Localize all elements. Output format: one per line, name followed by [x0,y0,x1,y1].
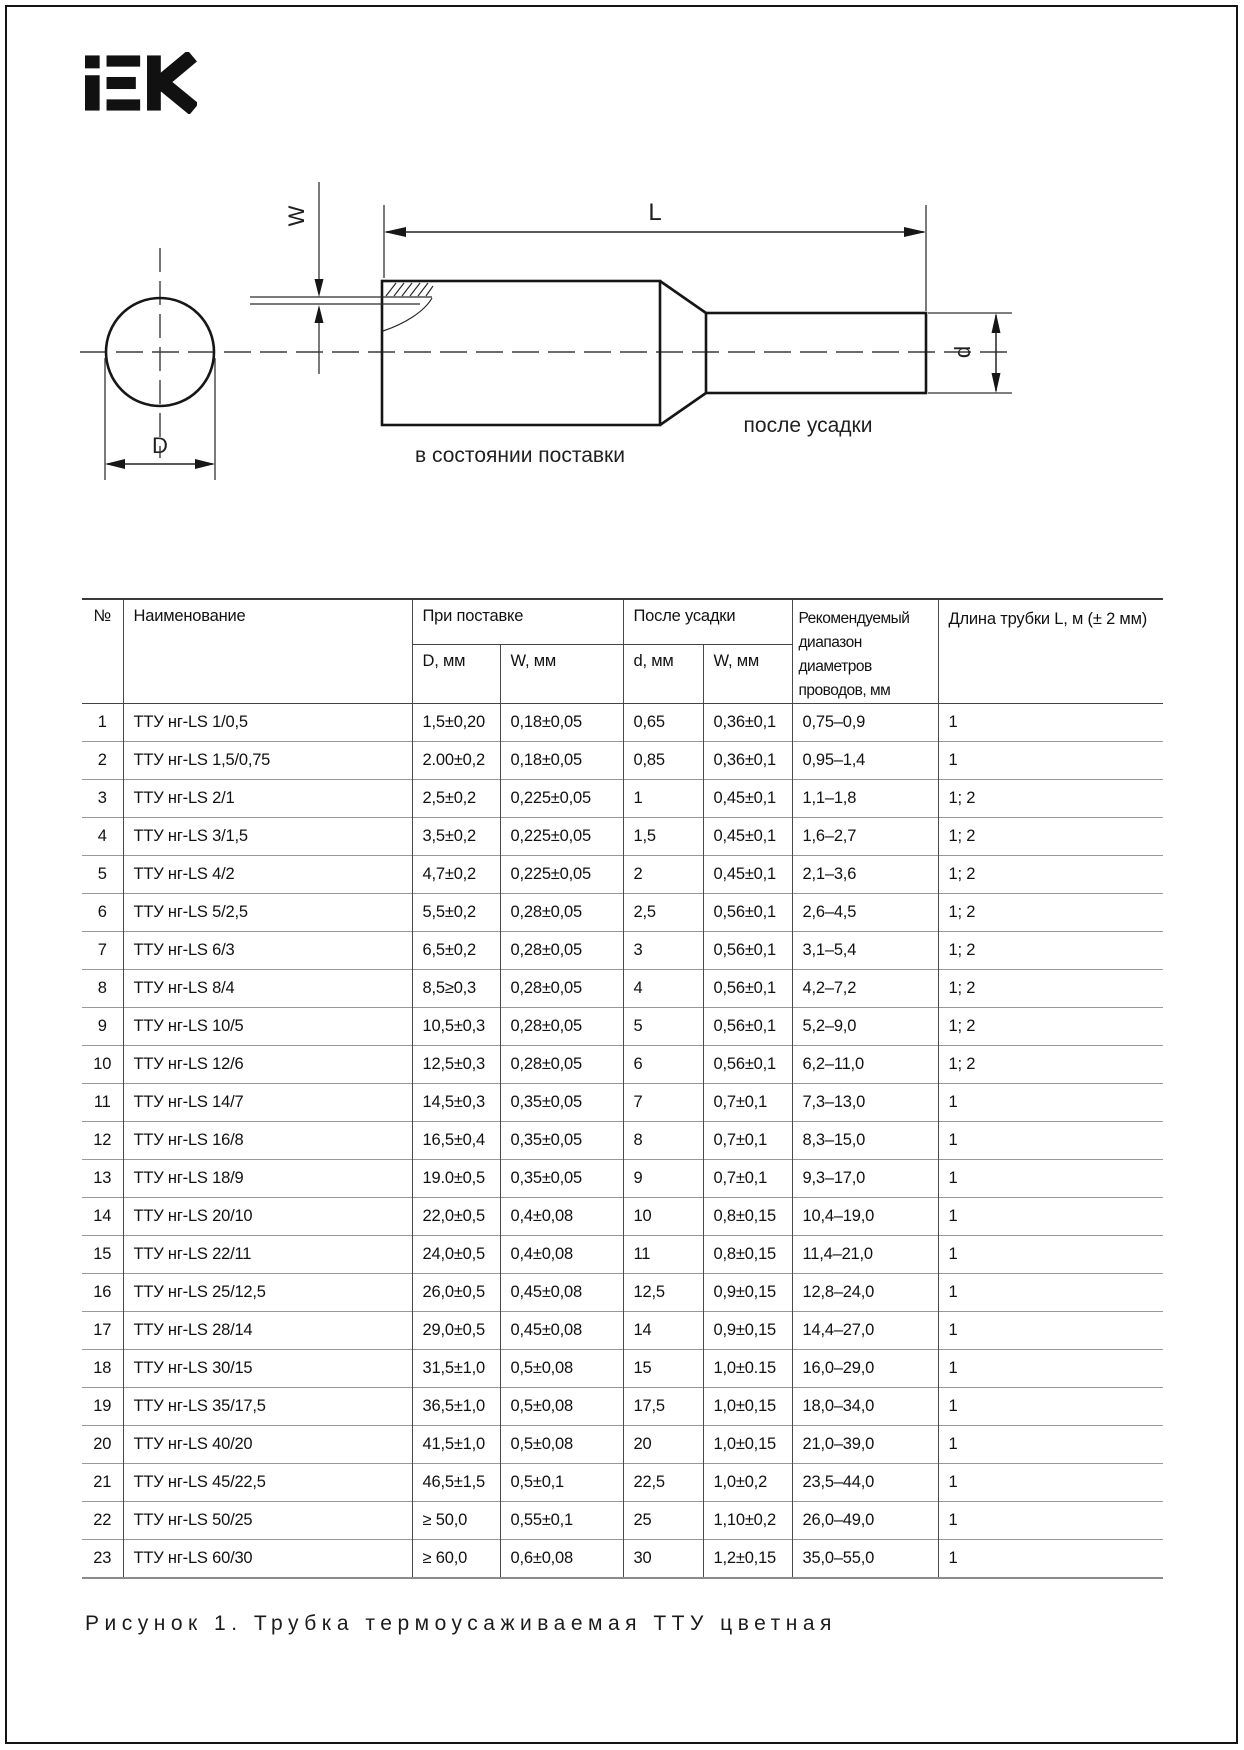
cell-num: 10 [82,1046,123,1084]
cell-W-shrink: 0,8±0,15 [703,1198,792,1236]
cell-W-shrink: 1,2±0,15 [703,1540,792,1579]
cell-D-delivery: 19.0±0,5 [412,1160,500,1198]
col-header-range: Рекомендуемый диапазон диаметров проводов, мм [792,599,938,704]
cell-num: 23 [82,1540,123,1579]
cell-wire-range: 3,1–5,4 [792,932,938,970]
col-header-length: Длина трубки L, м (± 2 мм) [938,599,1163,704]
cell-d-shrink: 4 [623,970,703,1008]
cell-num: 16 [82,1274,123,1312]
figure-caption: Рисунок 1. Трубка термоусаживаемая ТТУ цветная [85,1612,837,1635]
cell-d-shrink: 15 [623,1350,703,1388]
cell-wire-range: 0,95–1,4 [792,742,938,780]
cell-num: 5 [82,856,123,894]
label-D: D [152,433,168,458]
cell-d-shrink: 2 [623,856,703,894]
cell-name: ТТУ нг-LS 1/0,5 [123,704,412,742]
cell-tube-length: 1 [938,1426,1163,1464]
table-row [82,1350,1163,1388]
arrowhead [195,459,215,469]
arrowhead [384,227,406,237]
table-row [82,932,1163,970]
cell-wire-range: 10,4–19,0 [792,1198,938,1236]
table-row [82,1084,1163,1122]
arrowhead [992,313,1001,333]
cell-d-shrink: 12,5 [623,1274,703,1312]
cell-d-shrink: 11 [623,1236,703,1274]
cell-d-shrink: 25 [623,1502,703,1540]
cell-W-shrink: 0,45±0,1 [703,856,792,894]
col-header-d-mm: d, мм [623,644,703,703]
cell-tube-length: 1 [938,742,1163,780]
cell-D-delivery: 14,5±0,3 [412,1084,500,1122]
cell-W-delivery: 0,28±0,05 [500,1046,623,1084]
cell-tube-length: 1; 2 [938,856,1163,894]
cell-d-shrink: 20 [623,1426,703,1464]
cell-name: ТТУ нг-LS 20/10 [123,1198,412,1236]
cell-W-shrink: 1,0±0,2 [703,1464,792,1502]
cell-wire-range: 2,6–4,5 [792,894,938,932]
cell-tube-length: 1 [938,1084,1163,1122]
cell-W-shrink: 0,8±0,15 [703,1236,792,1274]
taper-top [660,281,706,313]
cell-tube-length: 1 [938,1236,1163,1274]
cell-num: 15 [82,1236,123,1274]
spec-table [82,598,1163,1579]
cell-D-delivery: 5,5±0,2 [412,894,500,932]
cell-W-shrink: 0,7±0,1 [703,1122,792,1160]
cell-W-delivery: 0,4±0,08 [500,1198,623,1236]
cell-D-delivery: 26,0±0,5 [412,1274,500,1312]
cell-W-delivery: 0,5±0,08 [500,1350,623,1388]
cell-W-shrink: 1,0±0.15 [703,1350,792,1388]
col-header-at-delivery: При поставке [412,599,623,644]
cell-tube-length: 1 [938,1198,1163,1236]
table-row [82,1388,1163,1426]
cell-D-delivery: 4,7±0,2 [412,856,500,894]
cell-wire-range: 1,6–2,7 [792,818,938,856]
cell-D-delivery: 36,5±1,0 [412,1388,500,1426]
cell-tube-length: 1 [938,1540,1163,1579]
cell-D-delivery: ≥ 50,0 [412,1502,500,1540]
cell-num: 4 [82,818,123,856]
col-header-after-shrink: После усадки [623,599,792,644]
cell-wire-range: 16,0–29,0 [792,1350,938,1388]
tube-shrunk-outline [706,313,926,393]
cell-wire-range: 1,1–1,8 [792,780,938,818]
cell-tube-length: 1 [938,1388,1163,1426]
label-d: d [950,345,975,359]
cell-D-delivery: 29,0±0,5 [412,1312,500,1350]
header-row-1 [82,599,1163,644]
cell-name: ТТУ нг-LS 28/14 [123,1312,412,1350]
table-row [82,742,1163,780]
cell-name: ТТУ нг-LS 30/15 [123,1350,412,1388]
cell-W-shrink: 0,56±0,1 [703,894,792,932]
cell-W-delivery: 0,18±0,05 [500,704,623,742]
cell-D-delivery: 2.00±0,2 [412,742,500,780]
cell-W-shrink: 0,45±0,1 [703,818,792,856]
cell-W-delivery: 0,225±0,05 [500,818,623,856]
label-after-shrink: после усадки [743,414,873,437]
cell-D-delivery: 24,0±0,5 [412,1236,500,1274]
cell-d-shrink: 2,5 [623,894,703,932]
cell-d-shrink: 1 [623,780,703,818]
cell-W-delivery: 0,5±0,1 [500,1464,623,1502]
cell-wire-range: 11,4–21,0 [792,1236,938,1274]
cell-W-delivery: 0,28±0,05 [500,970,623,1008]
cell-tube-length: 1; 2 [938,1008,1163,1046]
cell-d-shrink: 0,85 [623,742,703,780]
taper-bottom [660,393,706,425]
cell-W-delivery: 0,28±0,05 [500,932,623,970]
cell-d-shrink: 1,5 [623,818,703,856]
table-row [82,1540,1163,1579]
cell-W-shrink: 0,56±0,1 [703,1046,792,1084]
cell-d-shrink: 14 [623,1312,703,1350]
cell-W-delivery: 0,18±0,05 [500,742,623,780]
cell-wire-range: 12,8–24,0 [792,1274,938,1312]
cell-tube-length: 1; 2 [938,970,1163,1008]
table-row [82,1426,1163,1464]
arrowhead [315,305,324,323]
cell-tube-length: 1 [938,1312,1163,1350]
cell-W-delivery: 0,35±0,05 [500,1160,623,1198]
table-row [82,1046,1163,1084]
cell-num: 19 [82,1388,123,1426]
table-row [82,1502,1163,1540]
cell-D-delivery: 6,5±0,2 [412,932,500,970]
cell-wire-range: 23,5–44,0 [792,1464,938,1502]
col-header-W-mm-shrink: W, мм [703,644,792,703]
cell-name: ТТУ нг-LS 40/20 [123,1426,412,1464]
cell-num: 8 [82,970,123,1008]
cell-tube-length: 1; 2 [938,818,1163,856]
cell-d-shrink: 3 [623,932,703,970]
table-row [82,1198,1163,1236]
cell-d-shrink: 17,5 [623,1388,703,1426]
col-header-num: № [82,599,123,704]
cell-num: 2 [82,742,123,780]
cell-wire-range: 18,0–34,0 [792,1388,938,1426]
cell-tube-length: 1; 2 [938,1046,1163,1084]
technical-drawing [0,0,1244,560]
table-row [82,970,1163,1008]
arrowhead [105,459,125,469]
cell-W-shrink: 0,56±0,1 [703,932,792,970]
cell-W-delivery: 0,28±0,05 [500,1008,623,1046]
cell-num: 18 [82,1350,123,1388]
cell-W-shrink: 0,9±0,15 [703,1274,792,1312]
cell-D-delivery: 3,5±0,2 [412,818,500,856]
cell-name: ТТУ нг-LS 8/4 [123,970,412,1008]
cell-name: ТТУ нг-LS 2/1 [123,780,412,818]
cell-tube-length: 1 [938,1502,1163,1540]
cell-d-shrink: 6 [623,1046,703,1084]
cell-d-shrink: 10 [623,1198,703,1236]
cell-D-delivery: 10,5±0,3 [412,1008,500,1046]
cell-d-shrink: 9 [623,1160,703,1198]
cell-wire-range: 14,4–27,0 [792,1312,938,1350]
cell-d-shrink: 8 [623,1122,703,1160]
cutaway-curve [383,298,432,331]
cell-tube-length: 1; 2 [938,932,1163,970]
cell-wire-range: 26,0–49,0 [792,1502,938,1540]
cell-wire-range: 7,3–13,0 [792,1084,938,1122]
cell-name: ТТУ нг-LS 45/22,5 [123,1464,412,1502]
cell-D-delivery: 2,5±0,2 [412,780,500,818]
cell-W-delivery: 0,35±0,05 [500,1122,623,1160]
cell-name: ТТУ нг-LS 50/25 [123,1502,412,1540]
cell-wire-range: 2,1–3,6 [792,856,938,894]
col-header-name: Наименование [123,599,412,704]
cell-W-shrink: 0,56±0,1 [703,970,792,1008]
cell-W-shrink: 0,36±0,1 [703,742,792,780]
cell-num: 6 [82,894,123,932]
cell-W-shrink: 0,7±0,1 [703,1084,792,1122]
cell-d-shrink: 0,65 [623,704,703,742]
cell-W-shrink: 1,0±0,15 [703,1388,792,1426]
cell-num: 7 [82,932,123,970]
arrowhead [904,227,926,237]
cell-name: ТТУ нг-LS 6/3 [123,932,412,970]
cell-num: 17 [82,1312,123,1350]
cell-D-delivery: 16,5±0,4 [412,1122,500,1160]
cell-num: 12 [82,1122,123,1160]
cell-name: ТТУ нг-LS 18/9 [123,1160,412,1198]
cell-W-shrink: 0,45±0,1 [703,780,792,818]
cell-num: 3 [82,780,123,818]
cell-W-shrink: 0,7±0,1 [703,1160,792,1198]
cell-tube-length: 1; 2 [938,780,1163,818]
cell-W-delivery: 0,55±0,1 [500,1502,623,1540]
table-row [82,1274,1163,1312]
cell-W-shrink: 1,10±0,2 [703,1502,792,1540]
cell-name: ТТУ нг-LS 60/30 [123,1540,412,1579]
cell-tube-length: 1 [938,1350,1163,1388]
cell-W-shrink: 0,9±0,15 [703,1312,792,1350]
cell-d-shrink: 5 [623,1008,703,1046]
cell-name: ТТУ нг-LS 1,5/0,75 [123,742,412,780]
cell-W-delivery: 0,28±0,05 [500,894,623,932]
cell-tube-length: 1 [938,1160,1163,1198]
table-row [82,894,1163,932]
cell-W-shrink: 0,56±0,1 [703,1008,792,1046]
cell-W-delivery: 0,45±0,08 [500,1274,623,1312]
label-L: L [648,199,662,226]
cell-D-delivery: 22,0±0,5 [412,1198,500,1236]
table-row [82,1008,1163,1046]
tube-supplied-outline [382,281,660,425]
col-header-W-mm-delivery: W, мм [500,644,623,703]
cell-num: 14 [82,1198,123,1236]
cell-W-shrink: 0,36±0,1 [703,704,792,742]
cell-D-delivery: 41,5±1,0 [412,1426,500,1464]
cell-D-delivery: 31,5±1,0 [412,1350,500,1388]
cell-wire-range: 6,2–11,0 [792,1046,938,1084]
cell-name: ТТУ нг-LS 12/6 [123,1046,412,1084]
cell-num: 1 [82,704,123,742]
label-W: W [284,205,309,227]
cell-name: ТТУ нг-LS 10/5 [123,1008,412,1046]
cell-W-delivery: 0,6±0,08 [500,1540,623,1579]
cell-wire-range: 21,0–39,0 [792,1426,938,1464]
cell-D-delivery: 8,5≥0,3 [412,970,500,1008]
cell-wire-range: 5,2–9,0 [792,1008,938,1046]
cell-W-delivery: 0,5±0,08 [500,1388,623,1426]
table-row [82,1312,1163,1350]
cell-name: ТТУ нг-LS 4/2 [123,856,412,894]
cell-D-delivery: 1,5±0,20 [412,704,500,742]
table-row [82,856,1163,894]
cell-name: ТТУ нг-LS 16/8 [123,1122,412,1160]
cell-d-shrink: 22,5 [623,1464,703,1502]
table-row [82,1236,1163,1274]
cell-W-delivery: 0,5±0,08 [500,1426,623,1464]
arrowhead [315,279,324,297]
cell-W-delivery: 0,45±0,08 [500,1312,623,1350]
cell-name: ТТУ нг-LS 14/7 [123,1084,412,1122]
cell-wire-range: 35,0–55,0 [792,1540,938,1579]
cell-D-delivery: 12,5±0,3 [412,1046,500,1084]
table-row [82,1160,1163,1198]
cell-num: 11 [82,1084,123,1122]
spec-table-body [82,704,1163,1579]
cell-tube-length: 1 [938,1274,1163,1312]
table-row [82,704,1163,742]
cell-D-delivery: 46,5±1,5 [412,1464,500,1502]
cell-wire-range: 4,2–7,2 [792,970,938,1008]
cell-name: ТТУ нг-LS 3/1,5 [123,818,412,856]
table-row [82,818,1163,856]
cell-W-shrink: 1,0±0,15 [703,1426,792,1464]
cell-W-delivery: 0,225±0,05 [500,856,623,894]
cell-d-shrink: 30 [623,1540,703,1579]
cell-W-delivery: 0,225±0,05 [500,780,623,818]
arrowhead [992,373,1001,393]
cell-d-shrink: 7 [623,1084,703,1122]
cell-num: 9 [82,1008,123,1046]
cell-name: ТТУ нг-LS 25/12,5 [123,1274,412,1312]
col-header-D-mm: D, мм [412,644,500,703]
table-row [82,1122,1163,1160]
cell-D-delivery: ≥ 60,0 [412,1540,500,1579]
cell-num: 13 [82,1160,123,1198]
cell-tube-length: 1 [938,1464,1163,1502]
cell-wire-range: 8,3–15,0 [792,1122,938,1160]
cell-tube-length: 1; 2 [938,894,1163,932]
wall-section-lines [250,283,433,304]
cell-tube-length: 1 [938,1122,1163,1160]
cell-tube-length: 1 [938,704,1163,742]
table-row [82,1464,1163,1502]
cell-num: 21 [82,1464,123,1502]
table-row [82,780,1163,818]
cell-name: ТТУ нг-LS 35/17,5 [123,1388,412,1426]
cell-name: ТТУ нг-LS 22/11 [123,1236,412,1274]
cell-num: 20 [82,1426,123,1464]
cell-W-delivery: 0,35±0,05 [500,1084,623,1122]
drawing-svg [0,0,1244,560]
cell-wire-range: 9,3–17,0 [792,1160,938,1198]
cell-W-delivery: 0,4±0,08 [500,1236,623,1274]
cell-wire-range: 0,75–0,9 [792,704,938,742]
label-supplied-state: в состоянии поставки [415,444,625,467]
cell-name: ТТУ нг-LS 5/2,5 [123,894,412,932]
cell-num: 22 [82,1502,123,1540]
